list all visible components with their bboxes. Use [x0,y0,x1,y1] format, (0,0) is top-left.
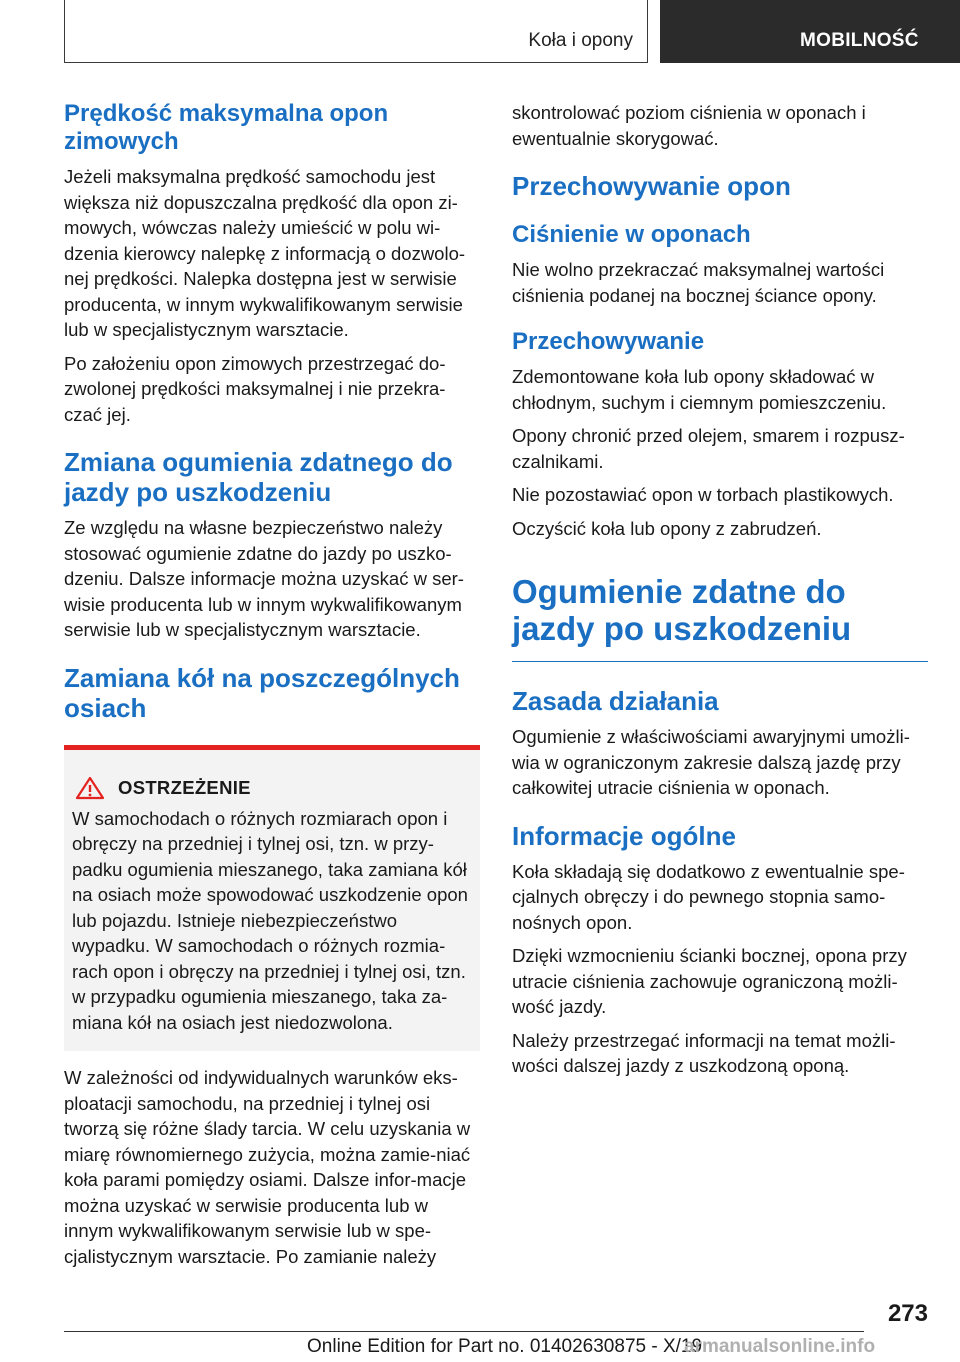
watermark: armanualsonline.info [684,1336,876,1357]
left-column [64,100,480,1269]
page-number: 273 [887,1300,928,1327]
paragraph-pressure: Nie wolno przekraczać maksymalnej wartości ciśnienia podanej na bocznej ściance opony. [512,259,885,306]
paragraph-storing-1: Zdemontowane koła lub opony składować w chłodnym, suchym i ciemnym pomieszczeniu. [512,366,887,413]
paragraph-principle: Ogumienie z właściwościami awaryjnymi umożli-wia w ograniczonym zakresie dalszą jazdę przy całkowitej utracie ciśnienia w oponach. [512,726,910,798]
heading-wheel-swap: Zamiana kół na poszczególnych osiach [64,662,460,723]
paragraph-winter-1: Jeżeli maksymalna prędkość samochodu jest większa niż dopuszczalna prędkość dla opon zi-mowych, wówczas należy umieścić w polu wi-dzenia kierowcy nalepkę z informacją o dozwolo-nej prędkości. Nalepka dostępna jest w serwisie producenta, w innym wykwalifikowanym serwisie lub w specjalistycznym warsztacie. [64,166,466,340]
right-column [512,100,928,1079]
heading-general: Informacje ogólne [512,820,736,851]
heading-runflat: Ogumienie zdatne do jazdy po uszkodzeniu [512,573,852,647]
heading-runflat-change: Zmiana ogumienia zdatnego do jazdy po uszkodzeniu [64,447,453,507]
paragraph-general-1: Koła składają się dodatkowo z ewentualnie spe-cjalnych obręczy i do pewnego stopnia samo-nośnych opon. [512,860,905,933]
paragraph-general-2: Dzięki wzmocnieniu ścianki bocznej, opona przy utracie ciśnienia zachowuje ograniczoną możli-wość jazdy. [512,945,907,1017]
footer-edition: Online Edition for Part no. 01402630875 - X/19 [307,1336,703,1357]
paragraph-runflat-change: Ze względu na własne bezpieczeństwo należy stosować ogumienie zdatne do jazdy po uszko-dzeniu. Dalsze informacje można uzyskać w ser-wisie producenta lub w innym wykwalifikowanym serwisie lub w specjalistycznym warsztacie. [64,517,464,640]
header-chapter-label: MOBILNOŚĆ [800,30,919,51]
footer-divider [64,1331,864,1332]
heading-pressure: Ciśnienie w oponach [512,221,751,248]
header-chapter-tab [660,0,960,63]
warning-triangle-icon [72,776,108,800]
header-section-label: Koła i opony [528,30,633,51]
paragraph-wheel-swap: W zależności od indywidualnych warunków eks-ploatacji samochodu, na przedniej i tylnej osi tworzą się różne ślady tarcia. W celu uzyskania w miarę równomiernego zużycia, można zamie-niać koła parami pomiędzy osiami. Dalsze infor-macje można uzyskać w serwisie producenta lub w innym wykwalifikowanym serwisie lub w spe-cjalistycznym warsztacie. Po zamianie należy [64,1067,471,1267]
paragraph-storing-3: Nie pozostawiać opon w torbach plastikowych. [512,484,894,505]
heading-storing: Przechowywanie [512,328,705,355]
paragraph-storing-2: Opony chronić przed olejem, smarem i rozpusz-czalnikami. [512,425,905,472]
paragraph-winter-2: Po założeniu opon zimowych przestrzegać do-zwolonej prędkości maksymalnej i nie przekra-czać jej. [64,352,446,425]
paragraph-general-3: Należy przestrzegać informacji na temat możli-wości dalszej jazdy z uszkodzoną oponą. [512,1029,896,1076]
paragraph-continue: skontrolować poziom ciśnienia w oponach i ewentualnie skorygować. [512,102,866,149]
warning-title: OSTRZEŻENIE [118,776,251,798]
paragraph-storing-4: Oczyścić koła lub opony z zabrudzeń. [512,517,822,539]
heading-winter-speed: Prędkość maksymalna opon zimowych [64,100,389,155]
header-section-box [64,0,648,63]
warning-text: W samochodach o różnych rozmiarach opon i obręczy na przedniej i tylnej osi, tzn. w przy-padku ogumienia mieszanego, taka zamiana kół na osiach może spowodować uszkodzenie opon lub pojazdu. Istnieje niebezpieczeństwo wypadku. W samochodach o różnych rozmia-rach opon i obręczy na przedniej i tylnej osi, tzn. w przypadku ogumienia mieszanego, taka za-miana kół na osiach jest niedozwolona. [72,807,468,1033]
heading-storage: Przechowywanie opon [512,171,791,201]
warning-box [64,745,480,1052]
heading-principle: Zasada działania [512,686,719,716]
